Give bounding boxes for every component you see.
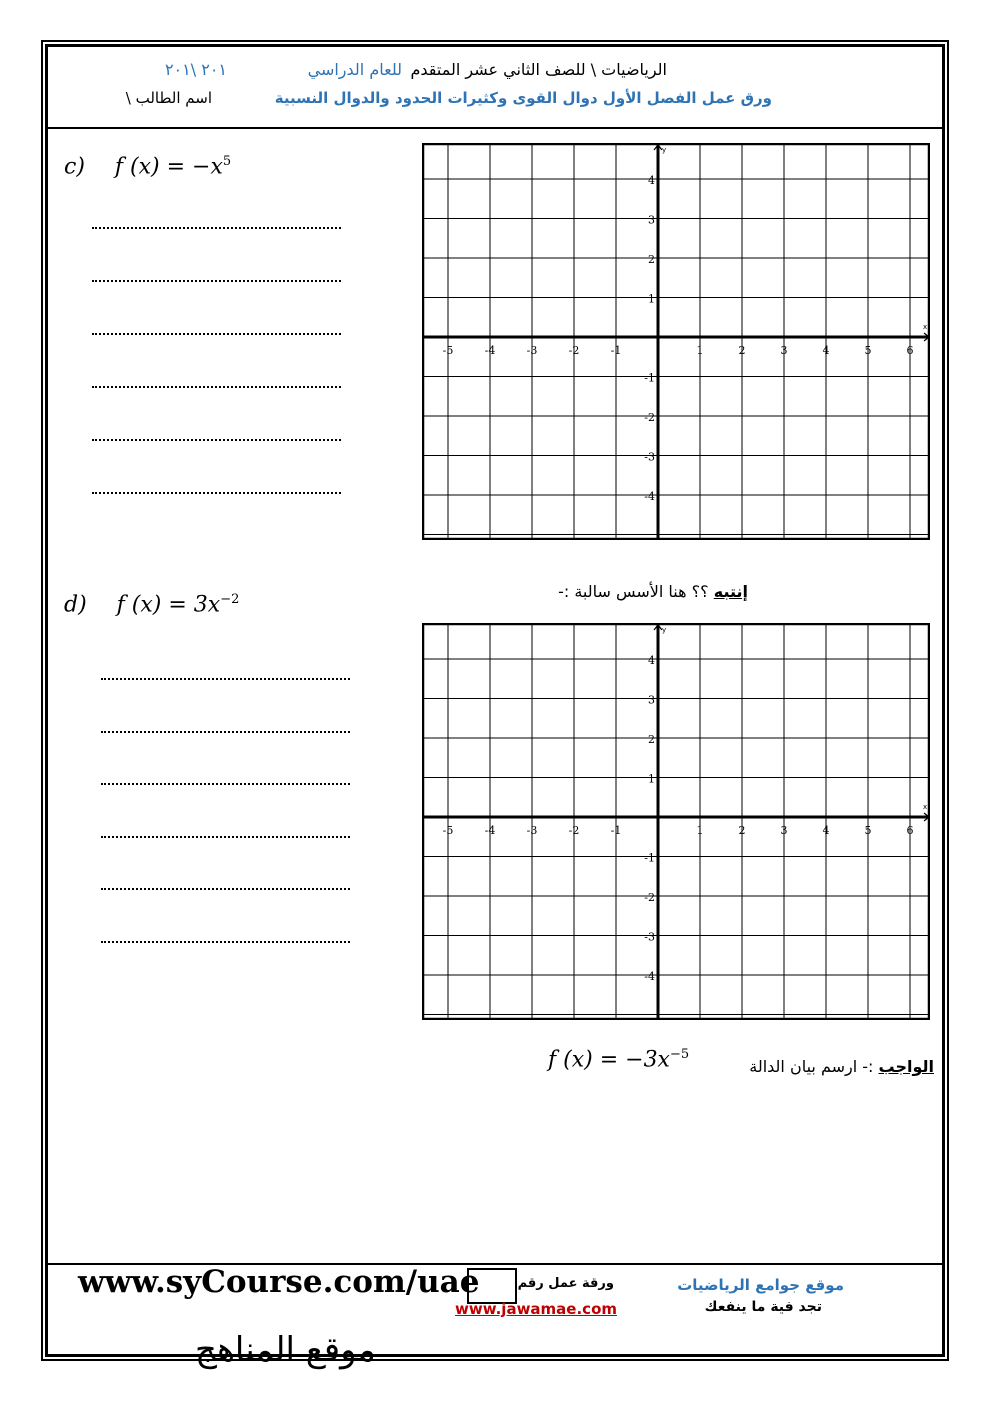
- answer-line[interactable]: [92, 386, 341, 388]
- x-tick-label: -5: [442, 344, 454, 357]
- answer-line[interactable]: [92, 333, 341, 335]
- y-tick-label: 4: [648, 654, 655, 667]
- worksheet-title: ورق عمل الفصل الأول دوال القوى وكثيرات الحدود والدوال النسبية: [274, 89, 772, 107]
- y-tick-label: -4: [644, 490, 655, 503]
- answer-line[interactable]: [101, 941, 350, 943]
- y-tick-label: 3: [648, 693, 655, 707]
- x-tick-label: 3: [780, 824, 788, 837]
- x-tick-label: 2: [738, 824, 746, 837]
- grid-border: [423, 144, 929, 539]
- x-tick-label: 4: [822, 344, 830, 357]
- x-tick-label: 1: [696, 344, 704, 357]
- x-tick-label: 2: [738, 344, 746, 357]
- y-tick-label: -2: [644, 411, 655, 424]
- header-divider: [45, 127, 945, 129]
- homework-exponent: −5: [669, 1047, 690, 1062]
- answer-line[interactable]: [92, 280, 341, 282]
- problem-c-exponent: 5: [222, 154, 232, 169]
- y-tick-label: 1: [648, 292, 655, 306]
- x-tick-label: -2: [568, 344, 580, 357]
- grid-border: [423, 624, 929, 1019]
- x-tick-label: 6: [906, 824, 914, 837]
- problem-d-exponent: −2: [220, 592, 240, 607]
- y-tick-label: 4: [648, 174, 655, 187]
- problem-d-equation: [64, 592, 239, 617]
- footer-site-name: موقع جوامع الرياضيات: [677, 1276, 844, 1294]
- y-tick-label: 2: [648, 253, 655, 266]
- homework-instruction: [749, 1057, 934, 1076]
- x-tick-label: 3: [780, 344, 788, 357]
- answer-line[interactable]: [101, 836, 350, 838]
- problem-c-letter: c): [64, 154, 85, 180]
- x-tick-label: 5: [864, 344, 872, 357]
- answer-line[interactable]: [92, 492, 341, 494]
- y-tick-label: -2: [644, 891, 655, 904]
- answer-line[interactable]: [92, 439, 341, 441]
- x-axis-label: x: [923, 803, 928, 811]
- answer-line[interactable]: [101, 731, 350, 733]
- y-tick-label: -3: [644, 450, 655, 464]
- watermark-arabic: موقع المناهج: [195, 1330, 376, 1370]
- x-tick-label: -3: [526, 824, 538, 837]
- y-tick-label: -1: [644, 371, 655, 385]
- coordinate-grid-d: [422, 623, 930, 1020]
- x-tick-label: 1: [696, 824, 704, 837]
- problem-c-equation: [64, 154, 231, 179]
- x-tick-label: -1: [610, 824, 622, 837]
- homework-lhs: f (x) = −3x: [548, 1047, 670, 1073]
- y-tick-label: 1: [648, 772, 655, 786]
- problem-d-letter: d): [64, 592, 87, 618]
- x-tick-label: -3: [526, 344, 538, 357]
- year-value: ٢٠١ \٢٠١: [164, 60, 227, 79]
- homework-text: :- ارسم بيان الدالة: [749, 1057, 874, 1076]
- y-axis-label: y: [662, 146, 667, 154]
- answer-line[interactable]: [101, 783, 350, 785]
- x-tick-label: -2: [568, 824, 580, 837]
- homework-equation: [548, 1047, 689, 1072]
- x-tick-label: -1: [610, 344, 622, 357]
- footer-link[interactable]: www.jawamae.com: [455, 1300, 618, 1318]
- y-axis-label: y: [662, 626, 667, 634]
- answer-line[interactable]: [92, 227, 341, 229]
- watermark-url: www.syCourse.com/uae: [78, 1264, 480, 1300]
- y-tick-label: -3: [644, 930, 655, 944]
- x-tick-label: -4: [484, 824, 496, 837]
- footer-worksheet-number: ورقة عمل رقم: [517, 1276, 614, 1291]
- x-tick-label: 6: [906, 344, 914, 357]
- student-name-label: اسم الطالب \: [125, 89, 212, 107]
- note-emphasis: إنتبه: [713, 582, 748, 601]
- problem-c-lhs: f (x) = −x: [114, 154, 223, 180]
- homework-label: الواجب: [878, 1057, 934, 1076]
- subject-line: الرياضيات \ للصف الثاني عشر المتقدم: [410, 60, 667, 79]
- note-text: ؟؟ هنا الأسس سالبة :-: [558, 582, 709, 601]
- x-tick-label: -4: [484, 344, 496, 357]
- y-tick-label: 3: [648, 213, 655, 227]
- y-tick-label: 2: [648, 733, 655, 746]
- answer-line[interactable]: [101, 678, 350, 680]
- note: [558, 582, 748, 601]
- answer-line[interactable]: [101, 888, 350, 890]
- coordinate-grid-c: [422, 143, 930, 540]
- y-tick-label: -4: [644, 970, 655, 983]
- x-tick-label: -5: [442, 824, 454, 837]
- year-label: للعام الدراسي: [307, 60, 402, 79]
- y-tick-label: -1: [644, 851, 655, 865]
- x-tick-label: 4: [822, 824, 830, 837]
- x-axis-label: x: [923, 323, 928, 331]
- problem-d-lhs: f (x) = 3x: [116, 592, 221, 618]
- footer-slogan: تجد فية ما ينفعك: [704, 1299, 822, 1315]
- x-tick-label: 5: [864, 824, 872, 837]
